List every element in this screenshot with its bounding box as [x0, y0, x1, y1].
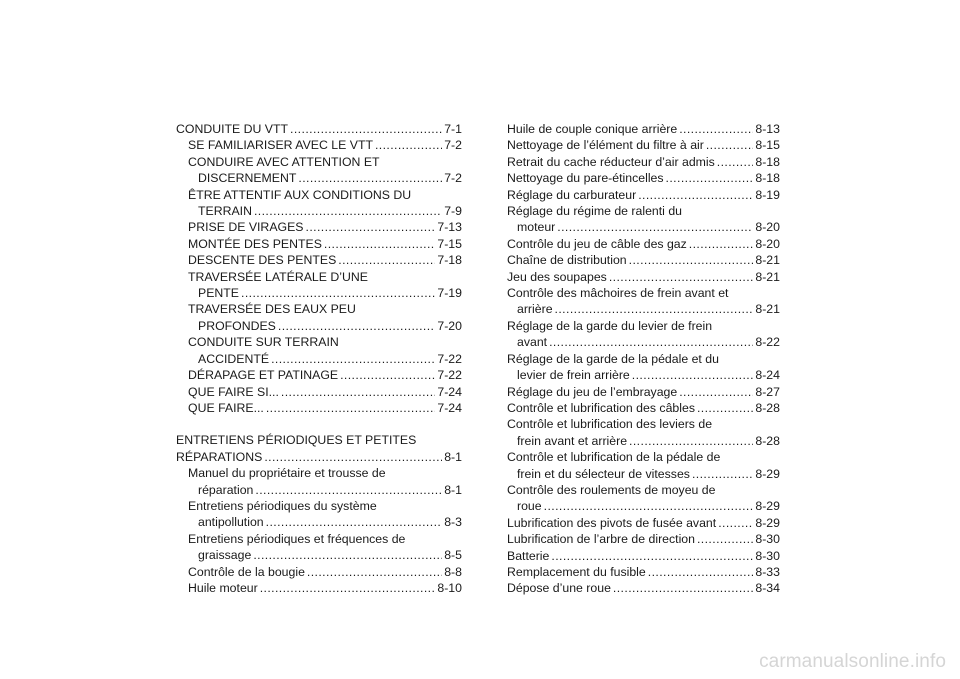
leader-dots — [638, 187, 753, 203]
leader-dots — [609, 269, 754, 285]
toc-entry[interactable] — [176, 334, 462, 367]
toc-entry-title: Nettoyage de l’élément du filtre à air — [507, 138, 704, 153]
toc-entry-title: Contrôle des roulements de moyeu de — [507, 482, 716, 497]
toc-section-entretiens[interactable] — [176, 432, 462, 465]
toc-entry-title: CONDUITE DU VTT — [176, 122, 289, 136]
leader-dots — [375, 137, 442, 153]
watermark: carmanualsonline.info — [759, 651, 946, 672]
section-spacer — [176, 416, 462, 432]
toc-page-number: 8-29 — [755, 466, 780, 481]
leader-dots — [264, 449, 442, 465]
toc-page-number: 8-1 — [444, 449, 462, 464]
toc-entry[interactable] — [176, 564, 462, 580]
toc-entry-title: SE FAMILIARISER AVEC LE VTT — [188, 138, 373, 153]
toc-left-column — [176, 121, 462, 596]
toc-entry-title: Dépose d’une roue — [507, 581, 611, 596]
toc-page-number: 8-29 — [755, 515, 780, 530]
toc-page-number: 7-1 — [444, 122, 462, 136]
toc-entry-title-cont: frein et du sélecteur de vitesses — [517, 466, 690, 481]
toc-entry-title: Réglage de la garde du levier de frein — [507, 318, 713, 333]
toc-page-number: 8-27 — [755, 384, 780, 399]
toc-entry[interactable] — [176, 187, 462, 220]
toc-entry-title: Huile de couple conique arrière — [507, 122, 678, 136]
toc-entry-title: DESCENTE DES PENTES — [188, 253, 337, 268]
toc-entry[interactable] — [507, 384, 780, 400]
toc-entry-title: Réglage de la garde de la pédale et du — [507, 351, 719, 366]
toc-entry[interactable] — [176, 154, 462, 187]
leader-dots — [255, 482, 442, 498]
leader-dots — [632, 367, 754, 383]
toc-entry-title: Remplacement du fusible — [507, 564, 646, 579]
leader-dots — [679, 384, 753, 400]
leader-dots — [306, 219, 436, 235]
toc-entry-title-cont: réparation — [198, 482, 254, 497]
toc-entry-title: Nettoyage du pare-étincelles — [507, 171, 664, 186]
leader-dots — [557, 219, 753, 235]
toc-entry[interactable] — [176, 367, 462, 383]
leader-dots — [266, 400, 436, 416]
toc-entry[interactable] — [507, 564, 780, 580]
toc-page-number: 7-22 — [437, 368, 462, 383]
toc-entry-title-cont: PENTE — [198, 286, 239, 301]
toc-entry-title: TRAVERSÉE DES EAUX PEU — [188, 302, 356, 317]
toc-entry-title: Réglage du jeu de l’embrayage — [507, 384, 678, 399]
toc-entry[interactable] — [176, 137, 462, 153]
leader-dots — [278, 318, 435, 334]
toc-page-number: 8-15 — [755, 138, 780, 153]
leader-dots — [307, 564, 442, 580]
toc-entry-title: Contrôle des mâchoires de frein avant et — [507, 286, 729, 301]
leader-dots — [338, 252, 435, 268]
toc-entry-title: CONDUIRE AVEC ATTENTION ET — [188, 154, 380, 169]
leader-dots — [697, 531, 753, 547]
toc-entry-title: Contrôle et lubrification de la pédale de — [507, 450, 721, 465]
toc-page-number: 8-21 — [755, 302, 780, 317]
toc-entry[interactable] — [507, 154, 780, 170]
toc-page-number: 8-5 — [444, 548, 462, 563]
toc-entry[interactable] — [507, 252, 780, 268]
toc-entry-title: TRAVERSÉE LATÉRALE D’UNE — [188, 269, 368, 284]
leader-dots — [706, 137, 754, 153]
toc-page-number: 7-24 — [437, 384, 462, 399]
toc-entry[interactable] — [176, 384, 462, 400]
leader-dots — [549, 334, 753, 350]
toc-entry-title: Contrôle et lubrification des câbles — [507, 400, 695, 415]
toc-page-number: 8-10 — [437, 580, 462, 595]
toc-entry-title: Retrait du cache réducteur d’air admis — [507, 154, 715, 169]
leader-dots — [551, 548, 753, 564]
toc-entry-title: QUE FAIRE... — [188, 400, 264, 415]
leader-dots — [266, 514, 443, 530]
toc-entry-title: Batterie — [507, 548, 550, 563]
toc-entry[interactable] — [176, 465, 462, 498]
toc-entry-title: Contrôle et lubrification des leviers de — [507, 417, 713, 432]
toc-entry-title-cont: TERRAIN — [198, 204, 252, 219]
toc-entry-title: Huile moteur — [188, 580, 258, 595]
toc-page-number: 8-13 — [755, 122, 780, 136]
toc-entry[interactable] — [507, 170, 780, 186]
leader-dots — [254, 203, 442, 219]
toc-entries-right — [507, 121, 780, 597]
toc-page-number: 8-20 — [755, 220, 780, 235]
toc-entry-title-cont: levier de frein arrière — [517, 368, 630, 383]
toc-entry[interactable] — [507, 416, 780, 449]
toc-entry[interactable] — [507, 187, 780, 203]
leader-dots — [692, 466, 753, 482]
toc-entry[interactable] — [176, 580, 462, 596]
toc-entry-title-cont: RÉPARATIONS — [176, 449, 263, 464]
toc-page-number: 8-18 — [755, 154, 780, 169]
toc-entry-title: Chaîne de distribution — [507, 253, 627, 268]
toc-entry-title: PRISE DE VIRAGES — [188, 220, 304, 235]
toc-page-number: 7-13 — [437, 220, 462, 235]
toc-page-number: 8-20 — [755, 236, 780, 251]
toc-entry[interactable] — [507, 449, 780, 482]
toc-entry[interactable] — [176, 498, 462, 531]
toc-entry-title: Réglage du carburateur — [507, 187, 637, 202]
toc-entry-title: ÊTRE ATTENTIF AUX CONDITIONS DU — [188, 187, 412, 202]
toc-entry-title: QUE FAIRE SI... — [188, 384, 279, 399]
toc-entry-title: Réglage du régime de ralenti du — [507, 204, 683, 219]
toc-entry[interactable] — [507, 482, 780, 515]
leader-dots — [253, 547, 442, 563]
toc-entry[interactable] — [507, 269, 780, 285]
leader-dots — [290, 121, 442, 137]
toc-page-number: 8-24 — [755, 368, 780, 383]
toc-subentries-entretiens — [176, 465, 462, 596]
toc-page-number: 8-30 — [755, 532, 780, 547]
leader-dots — [717, 154, 754, 170]
leader-dots — [648, 564, 754, 580]
toc-page-number: 7-15 — [437, 236, 462, 251]
toc-entry[interactable] — [507, 548, 780, 564]
toc-entry-title-cont: frein avant et arrière — [517, 433, 628, 448]
leader-dots — [555, 301, 754, 317]
leader-dots — [298, 170, 442, 186]
toc-entry[interactable] — [176, 252, 462, 268]
toc-entry[interactable] — [176, 236, 462, 252]
toc-entry-title: Entretiens périodiques et fréquences de — [188, 531, 406, 546]
toc-entry-title-cont: ACCIDENTÉ — [198, 351, 270, 366]
toc-entry[interactable] — [507, 515, 780, 531]
toc-entry-title: CONDUITE SUR TERRAIN — [188, 335, 339, 350]
toc-entry[interactable] — [176, 219, 462, 235]
toc-entry-title: Lubrification des pivots de fusée avant — [507, 515, 717, 530]
leader-dots — [281, 384, 435, 400]
toc-section-conduite[interactable] — [176, 121, 462, 137]
toc-page-number: 8-30 — [755, 548, 780, 563]
toc-subentries-conduite — [176, 137, 462, 416]
toc-page-number: 7-9 — [444, 204, 462, 219]
toc-page-number: 8-8 — [444, 564, 462, 579]
leader-dots — [689, 236, 754, 252]
leader-dots — [697, 400, 753, 416]
toc-entry-title: Entretiens périodiques du système — [188, 498, 377, 513]
leader-dots — [271, 351, 435, 367]
toc-entry[interactable] — [507, 531, 780, 547]
toc-page-number: 7-22 — [437, 351, 462, 366]
toc-entry[interactable] — [507, 236, 780, 252]
toc-entry-title: Contrôle du jeu de câble des gaz — [507, 236, 687, 251]
toc-page-number: 7-2 — [444, 138, 462, 153]
toc-page-number: 8-28 — [755, 433, 780, 448]
toc-entry[interactable] — [507, 137, 780, 153]
toc-entry-title-cont: arrière — [517, 302, 553, 317]
leader-dots — [613, 580, 753, 596]
toc-entry[interactable] — [507, 285, 780, 318]
leader-dots — [679, 121, 753, 137]
toc-entry[interactable] — [507, 351, 780, 384]
toc-page-number: 7-24 — [437, 400, 462, 415]
toc-entry-title-cont: roue — [517, 499, 542, 514]
toc-entry[interactable] — [176, 531, 462, 564]
leader-dots — [718, 515, 753, 531]
leader-dots — [629, 433, 753, 449]
leader-dots — [324, 236, 435, 252]
toc-entry-title-cont: avant — [517, 335, 548, 350]
leader-dots — [260, 580, 436, 596]
toc-entry[interactable] — [507, 400, 780, 416]
toc-page-number: 8-33 — [755, 564, 780, 579]
toc-entry-title-cont: moteur — [517, 220, 556, 235]
toc-entry[interactable] — [507, 203, 780, 236]
toc-page-number: 8-3 — [444, 515, 462, 530]
toc-entry[interactable] — [176, 301, 462, 334]
toc-page-number: 7-20 — [437, 318, 462, 333]
toc-page-number: 7-19 — [437, 286, 462, 301]
toc-page-number: 8-28 — [755, 400, 780, 415]
toc-entry[interactable] — [507, 580, 780, 596]
toc-entry-title: ENTRETIENS PÉRIODIQUES ET PETITES — [176, 433, 417, 448]
toc-entry-title-cont: graissage — [198, 548, 252, 563]
toc-entry[interactable] — [507, 318, 780, 351]
toc-entry-title-cont: DISCERNEMENT — [198, 171, 297, 186]
toc-entry[interactable] — [176, 400, 462, 416]
toc-page-number: 8-29 — [755, 499, 780, 514]
toc-entry-title-cont: PROFONDES — [198, 318, 276, 333]
leader-dots — [241, 285, 435, 301]
toc-page-number: 8-34 — [755, 581, 780, 596]
toc-page-number: 8-19 — [755, 187, 780, 202]
toc-entry-title: Manuel du propriétaire et trousse de — [188, 466, 386, 481]
toc-entry[interactable] — [507, 121, 780, 137]
toc-page-number: 8-21 — [755, 269, 780, 284]
toc-entry-title: DÉRAPAGE ET PATINAGE — [188, 368, 339, 383]
toc-entry-title-cont: antipollution — [198, 515, 264, 530]
toc-page-number: 7-2 — [444, 171, 462, 186]
toc-entry-title: Lubrification de l’arbre de direction — [507, 532, 695, 547]
toc-page-number: 7-18 — [437, 253, 462, 268]
toc-entry-title: Contrôle de la bougie — [188, 564, 305, 579]
toc-entry-title: MONTÉE DES PENTES — [188, 236, 322, 251]
toc-page-number: 8-21 — [755, 253, 780, 268]
toc-right-column — [507, 121, 780, 597]
toc-entry-title: Jeu des soupapes — [507, 269, 607, 284]
toc-page-number: 8-1 — [444, 482, 462, 497]
toc-page-number: 8-22 — [755, 335, 780, 350]
leader-dots — [629, 252, 754, 268]
toc-page-number: 8-18 — [755, 171, 780, 186]
leader-dots — [544, 498, 754, 514]
leader-dots — [666, 170, 754, 186]
leader-dots — [340, 367, 435, 383]
toc-entry[interactable] — [176, 269, 462, 302]
